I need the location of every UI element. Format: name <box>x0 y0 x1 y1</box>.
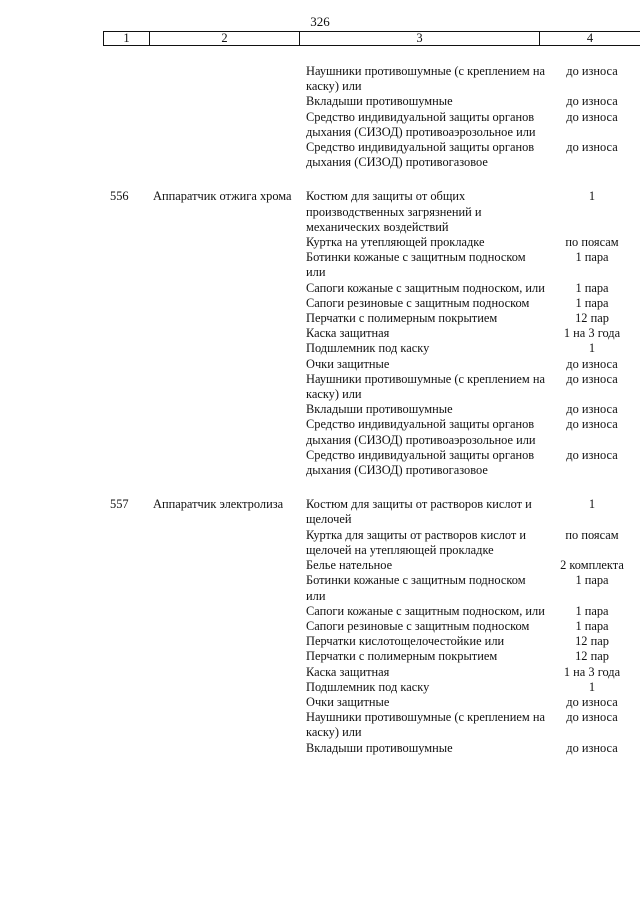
ppe-item-name: Костюм для защиты от растворов кислот и щелочей <box>306 497 532 527</box>
table-row <box>0 649 640 664</box>
ppe-item-name: Наушники противошумные (с креплением на каску) или <box>306 64 545 94</box>
table-row <box>0 250 640 280</box>
ppe-item-quantity: 12 пар <box>575 311 609 326</box>
table-row <box>0 634 640 649</box>
ppe-item-name: Сапоги резиновые с защитным подноском <box>306 295 530 310</box>
ppe-item-quantity: до износа <box>566 694 618 709</box>
ppe-item-quantity: 1 пара <box>575 603 609 618</box>
table-row <box>0 573 640 603</box>
ppe-item-quantity: до износа <box>566 109 618 124</box>
table-body <box>0 64 640 756</box>
ppe-item-name: Сапоги кожаные с защитным подноском, или <box>306 280 545 295</box>
ppe-item-quantity: до износа <box>566 402 618 417</box>
ppe-item-name: Перчатки с полимерным покрытием <box>306 649 498 664</box>
ppe-item-name: Куртка на утепляющей прокладке <box>306 235 485 250</box>
ppe-item-quantity: до износа <box>566 447 618 462</box>
ppe-item-name: Средство индивидуальной защиты органов дыхания (СИЗОД) противоаэрозольное или <box>306 109 536 139</box>
ppe-item-quantity: до износа <box>566 710 618 725</box>
ppe-item-name: Каска защитная <box>306 326 390 341</box>
table-row <box>0 558 640 573</box>
ppe-item-name: Костюм для защиты от общих производственных загрязнений и механических воздействий <box>306 189 482 234</box>
ppe-item-quantity: по поясам <box>565 235 619 250</box>
ppe-item-name: Сапоги резиновые с защитным подноском <box>306 618 530 633</box>
ppe-item-name: Куртка для защиты от растворов кислот и щелочей на утепляющей прокладке <box>306 527 527 557</box>
table-row <box>0 189 640 235</box>
table-row <box>0 695 640 710</box>
ppe-item-name: Вкладыши противошумные <box>306 740 453 755</box>
ppe-item-quantity: 1 пара <box>575 618 609 633</box>
ppe-item-quantity: до износа <box>566 94 618 109</box>
table-row <box>0 140 640 170</box>
entry-profession: Аппаратчик электролиза <box>153 497 284 512</box>
table-entry <box>0 189 640 478</box>
ppe-item-quantity: 1 на 3 года <box>563 664 621 679</box>
ppe-item-quantity: по поясам <box>565 527 619 542</box>
table-row <box>0 665 640 680</box>
ppe-item-quantity: 1 пара <box>575 573 609 588</box>
ppe-item-name: Перчатки с полимерным покрытием <box>306 311 498 326</box>
table-row <box>0 497 640 527</box>
ppe-item-name: Средство индивидуальной защиты органов дыхания (СИЗОД) противоаэрозольное или <box>306 417 536 447</box>
table-row <box>0 710 640 740</box>
table-row <box>0 372 640 402</box>
ppe-item-quantity: до износа <box>566 64 618 78</box>
ppe-item-quantity: 1 пара <box>575 280 609 295</box>
ppe-item-quantity: до износа <box>566 740 618 755</box>
ppe-item-name: Ботинки кожаные с защитным подноском или <box>306 250 526 280</box>
entry-number: 556 <box>110 189 129 204</box>
table-row <box>0 619 640 634</box>
table-row <box>0 296 640 311</box>
table-row <box>0 110 640 140</box>
table-entry <box>0 64 640 170</box>
page-number: 326 <box>310 14 330 29</box>
ppe-item-quantity: до износа <box>566 140 618 155</box>
ppe-item-name: Очки защитные <box>306 356 390 371</box>
ppe-item-quantity: 1 <box>588 341 596 356</box>
table-row <box>0 235 640 250</box>
ppe-item-name: Подшлемник под каску <box>306 679 430 694</box>
column-header-2: 2 <box>149 32 299 45</box>
table-row <box>0 528 640 558</box>
table-row <box>0 604 640 619</box>
ppe-item-quantity: 12 пар <box>575 634 609 649</box>
ppe-item-name: Ботинки кожаные с защитным подноском или <box>306 573 526 603</box>
ppe-item-quantity: 2 комплекта <box>560 558 624 573</box>
ppe-item-name: Подшлемник под каску <box>306 341 430 356</box>
ppe-item-quantity: 1 <box>588 497 596 512</box>
ppe-item-name: Средство индивидуальной защиты органов дыхания (СИЗОД) противогазовое <box>306 140 535 170</box>
ppe-item-name: Наушники противошумные (с креплением на каску) или <box>306 710 545 740</box>
entry-profession: Аппаратчик отжига хрома <box>153 189 292 204</box>
table-row <box>0 402 640 417</box>
ppe-item-quantity: 1 на 3 года <box>563 326 621 341</box>
ppe-item-quantity: 12 пар <box>575 649 609 664</box>
table-row <box>0 311 640 326</box>
table-row <box>0 680 640 695</box>
column-header-3: 3 <box>299 32 539 45</box>
table-entry <box>0 497 640 755</box>
table-row <box>0 94 640 109</box>
ppe-item-name: Вкладыши противошумные <box>306 94 453 109</box>
ppe-item-quantity: до износа <box>566 371 618 386</box>
ppe-item-quantity: 1 пара <box>575 295 609 310</box>
ppe-item-name: Наушники противошумные (с креплением на каску) или <box>306 371 545 402</box>
ppe-item-quantity: 1 <box>588 679 596 694</box>
table-row <box>0 326 640 341</box>
ppe-item-name: Перчатки кислотощелочестойкие или <box>306 634 505 649</box>
ppe-item-name: Белье нательное <box>306 558 393 573</box>
ppe-item-quantity: 1 пара <box>575 250 609 265</box>
table-row <box>0 417 640 447</box>
table-row <box>0 64 640 94</box>
ppe-item-quantity: до износа <box>566 356 618 371</box>
ppe-item-name: Очки защитные <box>306 694 390 709</box>
column-header-row <box>103 31 640 46</box>
ppe-item-name: Сапоги кожаные с защитным подноском, или <box>306 603 545 618</box>
table-row <box>0 357 640 372</box>
column-header-1: 1 <box>123 31 130 45</box>
ppe-item-quantity: до износа <box>566 417 618 432</box>
table-row <box>0 281 640 296</box>
table-row <box>0 741 640 756</box>
entry-number: 557 <box>110 497 129 512</box>
ppe-item-quantity: 1 <box>588 189 596 204</box>
ppe-item-name: Средство индивидуальной защиты органов дыхания (СИЗОД) противогазовое <box>306 447 535 478</box>
column-header-4: 4 <box>539 32 640 45</box>
table-row <box>0 341 640 356</box>
ppe-item-name: Каска защитная <box>306 664 390 679</box>
ppe-item-name: Вкладыши противошумные <box>306 402 453 417</box>
table-row <box>0 448 640 478</box>
